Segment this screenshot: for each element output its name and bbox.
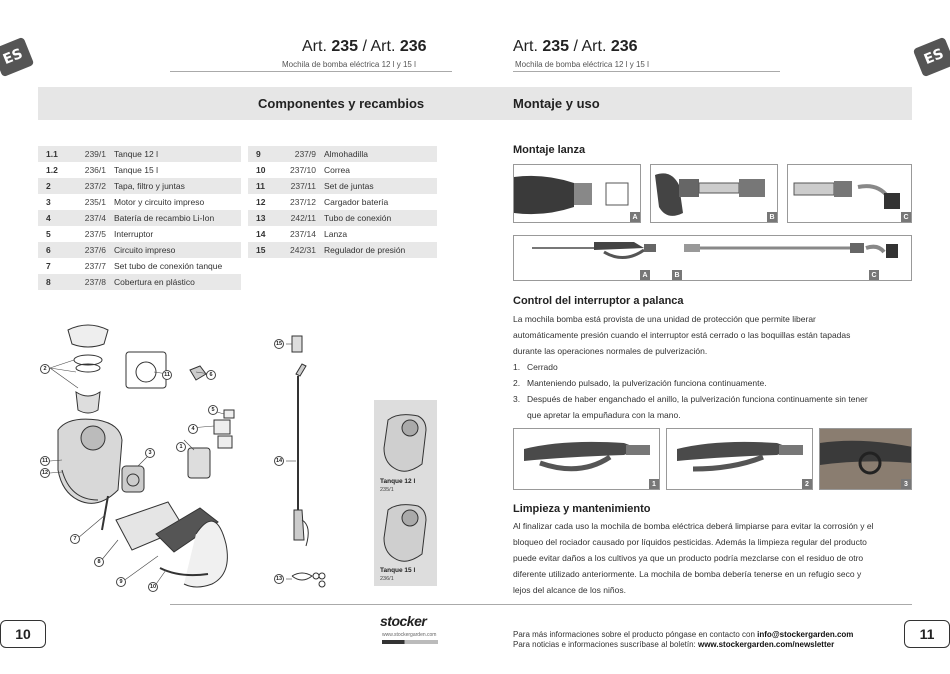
part-number: 14 <box>256 229 266 239</box>
part-article: 235/1 <box>84 197 106 207</box>
part-number: 1.1 <box>46 149 58 159</box>
control-item-1: 1. Cerrado <box>513 362 558 372</box>
montaje-photo-a-drawing <box>514 165 641 223</box>
part-number: 1.2 <box>46 165 58 175</box>
footer-rule <box>170 604 912 605</box>
callout-10: 10 <box>149 584 157 590</box>
section-band <box>38 87 912 120</box>
left-section-title: Componentes y recambios <box>258 96 425 111</box>
language-tab-right: ES <box>913 37 950 78</box>
part-number: 13 <box>256 213 266 223</box>
callout-15: 15 <box>275 341 283 347</box>
callout-11a: 11 <box>162 370 172 380</box>
callout-14: 14 <box>275 458 283 464</box>
montaje-photo-c-tag: C <box>901 212 911 222</box>
callout-8: 8 <box>94 557 104 567</box>
part-number: 9 <box>256 149 261 159</box>
part-article: 242/31 <box>290 245 316 255</box>
footer-contact-line: Para más informaciones sobre el producto póngase en contacto con info@stockergarden.com <box>513 630 854 639</box>
control-item-3-cont: que apretar la empuñadura con la mano. <box>527 410 681 420</box>
trigger-photo-1 <box>513 428 660 490</box>
callout-9: 9 <box>116 577 126 587</box>
callout-2: 2 <box>40 364 50 374</box>
logo-url: www.stockergarden.com <box>382 632 437 638</box>
part-description: Tanque 12 l <box>114 149 158 159</box>
limpieza-heading: Limpieza y mantenimiento <box>513 503 651 515</box>
montaje-photo-b-tag: B <box>767 212 777 222</box>
tank-12-drawing <box>382 410 430 476</box>
part-number: 10 <box>256 165 266 175</box>
parts-row <box>248 194 437 210</box>
part-description: Correa <box>324 165 350 175</box>
trigger-photo-3-drawing <box>820 429 912 490</box>
right-section-title: Montaje y uso <box>513 96 600 111</box>
parts-row <box>38 258 241 274</box>
page-number-left: 10 <box>0 620 46 648</box>
callout-5: 5 <box>208 405 218 415</box>
tank-15-drawing <box>382 500 430 566</box>
page-number-right: 11 <box>904 620 950 648</box>
parts-row <box>38 162 241 178</box>
language-tab-left: ES <box>0 37 34 78</box>
parts-row <box>248 162 437 178</box>
parts-row <box>38 210 241 226</box>
part-article: 237/6 <box>84 245 106 255</box>
part-article: 237/14 <box>290 229 316 239</box>
part-description: Motor y circuito impreso <box>114 197 205 207</box>
right-article-title: Art. 235 / Art. 236 <box>513 38 638 55</box>
callout-1: 1 <box>176 442 186 452</box>
tank-15-art: 236/1 <box>380 576 394 582</box>
montaje-photo-b-drawing <box>651 165 778 223</box>
tank-variants-panel <box>374 400 437 586</box>
parts-row <box>248 242 437 258</box>
trigger-photo-1-tag: 1 <box>649 479 659 489</box>
assembly-tag-c: C <box>869 270 879 280</box>
part-article: 237/11 <box>290 181 316 191</box>
limpieza-text: Al finalizar cada uso la mochila de bomba eléctrica deberá limpiarse para evitar la corrosión y el bloqueo del rociador causado por líquidos pesticidas. Además la limpieza regular del producto puede evitar daños a los cultivos ya que un producto podría mezclarse con el residuo de otro diferente utilizado anteriormente. La mochila de bomba debería tenerse en un refugio seco y lejos del alcance de los niños. <box>513 521 874 595</box>
part-number: 5 <box>46 229 51 239</box>
parts-row <box>38 146 241 162</box>
montaje-photo-b <box>650 164 778 223</box>
callout-11b: 11 <box>40 456 50 466</box>
trigger-photo-2 <box>666 428 813 490</box>
footer-newsletter-link[interactable]: www.stockergarden.com/newsletter <box>697 640 835 649</box>
parts-row <box>38 242 241 258</box>
montaje-photo-c-drawing <box>788 165 912 223</box>
parts-row <box>38 194 241 210</box>
trigger-photo-2-tag: 2 <box>802 479 812 489</box>
part-number: 3 <box>46 197 51 207</box>
part-description: Batería de recambio Li-Ion <box>114 213 215 223</box>
parts-row <box>38 226 241 242</box>
left-header-rule <box>170 71 452 72</box>
part-article: 236/1 <box>84 165 106 175</box>
footer-email-link[interactable]: info@stockergarden.com <box>757 630 854 639</box>
montaje-photo-a <box>513 164 641 223</box>
callout-3: 3 <box>145 448 155 458</box>
part-description: Interruptor <box>114 229 154 239</box>
assembly-tag-b: B <box>672 270 682 280</box>
tank-12-art: 235/1 <box>380 487 394 493</box>
footer-newsletter-line: Para noticias e informaciones suscríbase al boletín: www.stockergarden.com/newsletter <box>513 640 835 649</box>
parts-row <box>248 226 437 242</box>
part-article: 237/10 <box>290 165 316 175</box>
part-number: 8 <box>46 277 51 287</box>
part-number: 7 <box>46 261 51 271</box>
parts-row <box>248 210 437 226</box>
left-subtitle: Mochila de bomba eléctrica 12 l y 15 l <box>282 60 416 69</box>
trigger-photo-3-tag: 3 <box>901 479 911 489</box>
exploded-parts-drawing <box>38 320 278 595</box>
part-description: Lanza <box>324 229 348 239</box>
left-article-title: Art. 235 / Art. 236 <box>302 38 427 55</box>
part-description: Almohadilla <box>324 149 368 159</box>
tank-15-label: Tanque 15 l <box>380 567 416 574</box>
part-article: 237/7 <box>84 261 106 271</box>
trigger-photo-2-drawing <box>667 429 813 490</box>
control-intro: La mochila bomba está provista de una unidad de protección que permite liberar automáticamente presión cuando el interruptor está cerrado o las boquillas están tapadas durante las operaciones normales de pulverización. <box>513 314 851 356</box>
callout-13: 13 <box>275 576 283 582</box>
control-item-2: 2. Manteniendo pulsado, la pulverización funciona continuamente. <box>513 378 767 388</box>
montaje-photo-a-tag: A <box>630 212 640 222</box>
part-description: Cobertura en plástico <box>114 277 195 287</box>
part-article: 239/1 <box>84 149 106 159</box>
callout-7: 7 <box>70 534 80 544</box>
montaje-heading: Montaje lanza <box>513 144 586 156</box>
part-description: Tanque 15 l <box>114 165 158 175</box>
right-header-rule <box>513 71 780 72</box>
part-article: 242/11 <box>290 213 316 223</box>
part-article: 237/8 <box>84 277 106 287</box>
part-description: Set tubo de conexión tanque <box>114 261 223 271</box>
control-item-3: 3. Después de haber enganchado el anillo, la pulverización funciona continuamente sin tener <box>513 394 868 404</box>
parts-row <box>38 178 241 194</box>
part-article: 237/4 <box>84 213 106 223</box>
assembly-tag-a: A <box>640 270 650 280</box>
lance-assembly-drawing <box>514 236 912 281</box>
part-number: 15 <box>256 245 266 255</box>
callout-6a: 6 <box>206 370 216 380</box>
part-number: 2 <box>46 181 51 191</box>
trigger-photo-1-drawing <box>514 429 660 490</box>
parts-row <box>248 178 437 194</box>
callout-12: 12 <box>41 470 49 476</box>
stocker-logo: stocker <box>380 613 427 629</box>
parts-row <box>248 146 437 162</box>
parts-table-right <box>248 146 437 258</box>
trigger-photo-3 <box>819 428 912 490</box>
parts-table-left <box>38 146 241 290</box>
part-description: Tapa, filtro y juntas <box>114 181 185 191</box>
montaje-photo-c <box>787 164 912 223</box>
part-article: 237/2 <box>84 181 106 191</box>
part-description: Tubo de conexión <box>324 213 392 223</box>
lance-assembly-photo <box>513 235 912 281</box>
part-article: 237/5 <box>84 229 106 239</box>
part-number: 4 <box>46 213 51 223</box>
part-number: 12 <box>256 197 266 207</box>
logo-bar <box>382 640 438 644</box>
part-description: Set de juntas <box>324 181 374 191</box>
part-number: 6 <box>46 245 51 255</box>
parts-row <box>38 274 241 290</box>
part-description: Circuito impreso <box>114 245 176 255</box>
part-article: 237/12 <box>290 197 316 207</box>
part-article: 237/9 <box>294 149 316 159</box>
right-subtitle: Mochila de bomba eléctrica 12 l y 15 l <box>515 60 649 69</box>
part-number: 11 <box>256 181 265 191</box>
part-description: Cargador batería <box>324 197 389 207</box>
control-heading: Control del interruptor a palanca <box>513 295 684 307</box>
part-description: Regulador de presión <box>324 245 406 255</box>
tank-12-label: Tanque 12 l <box>380 478 416 485</box>
callout-4: 4 <box>188 424 198 434</box>
